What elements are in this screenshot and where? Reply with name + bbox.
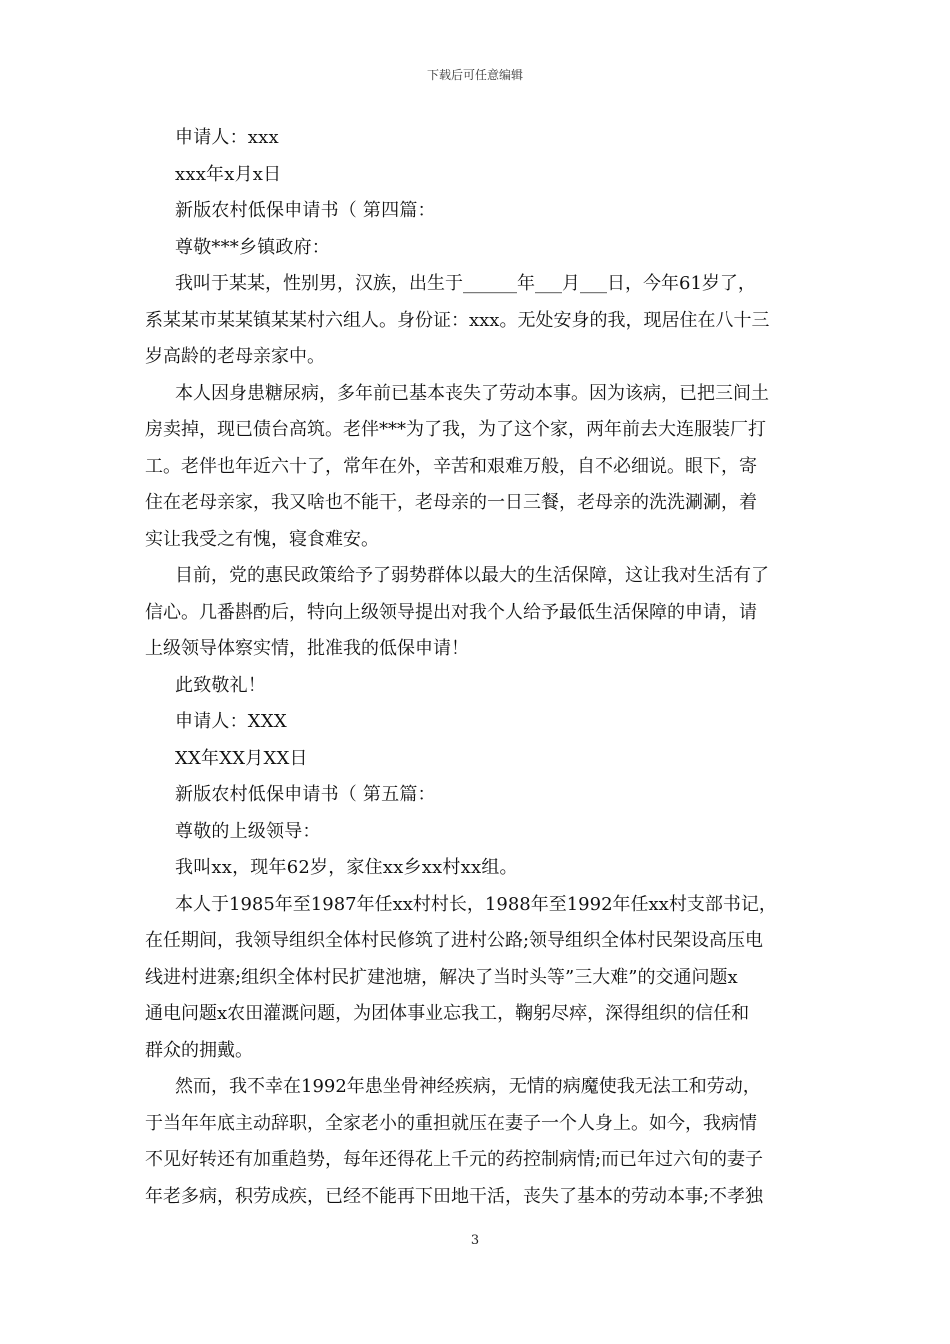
text-row: 信心。几番斟酌后，特向上级领导提出对我个人给予最低生活保障的申请，请 — [145, 601, 757, 623]
salutation-4: 尊敬***乡镇政府： — [175, 236, 330, 258]
text-row: 工。老伴也年近六十了，常年在外，辛苦和艰难万般，自不必细说。眼下，寄 — [145, 455, 757, 477]
closing-line: 此致敬礼！ — [175, 674, 266, 696]
paragraph-4-1 — [145, 266, 810, 376]
paragraph-5-2 — [145, 887, 810, 1070]
paragraph-4-2 — [145, 376, 810, 559]
text-row: 我叫于某某，性别男，汉族，出生于______年___月___日，今年61岁了， — [175, 273, 756, 294]
text-row: 本人因身患糖尿病，多年前已基本丧失了劳动本事。因为该病，已把三间土 — [175, 382, 769, 404]
text-row: 于当年年底主动辞职，全家老小的重担就压在妻子一个人身上。如今，我病情 — [145, 1112, 757, 1134]
text-row: 本人于1985年至1987年任xx村村长，1988年至1992年任xx村支部书记， — [175, 893, 777, 915]
paragraph-5-3 — [145, 1069, 810, 1215]
text-row: 系某某市某某镇某某村六组人。身份证：xxx。无处安身的我，现居住在八十三 — [145, 309, 770, 331]
document-body — [145, 120, 810, 1215]
text-row: 线进村进寨;组织全体村民扩建池塘，解决了当时头等”三大难”的交通问题x — [145, 966, 738, 988]
text-row: 目前，党的惠民政策给予了弱势群体以最大的生活保障，这让我对生活有了 — [175, 565, 769, 586]
paragraph-5-1: 我叫xx，现年62岁，家住xx乡xx村xx组。 — [175, 857, 518, 878]
applicant-line: 申请人：XXX — [175, 711, 287, 732]
section-title-4: 新版农村低保申请书（ 第四篇： — [175, 200, 436, 221]
paragraph-4-3 — [145, 558, 810, 668]
text-row: 群众的拥戴。 — [145, 1039, 253, 1061]
text-row: 住在老母亲家，我又啥也不能干，老母亲的一日三餐，老母亲的洗洗涮涮，着 — [145, 492, 757, 513]
text-row: 通电问题x农田灌溉问题，为团体事业忘我工，鞠躬尽瘁，深得组织的信任和 — [145, 1003, 750, 1024]
date-line: XX年XX月XX日 — [175, 747, 308, 769]
salutation-5: 尊敬的上级领导： — [175, 820, 321, 842]
text-row: 岁高龄的老母亲家中。 — [145, 346, 325, 367]
page-number: 3 — [470, 1233, 480, 1248]
text-row: 实让我受之有愧，寝食难安。 — [145, 528, 379, 550]
applicant-line: 申请人：xxx — [175, 127, 279, 148]
text-row: 在任期间，我领导组织全体村民修筑了进村公路;领导组织全体村民架设高压电 — [145, 930, 764, 951]
text-row: 然而，我不幸在1992年患坐骨神经疾病，无情的病魔使我无法工和劳动， — [175, 1076, 761, 1097]
date-line: xxx年x月x日 — [175, 163, 282, 185]
text-row: 上级领导体察实情，批准我的低保申请！ — [145, 638, 469, 659]
text-row: 年老多病，积劳成疾，已经不能再下田地干活，丧失了基本的劳动本事;不孝独 — [145, 1185, 764, 1207]
text-row: 房卖掉，现已债台高筑。老伴***为了我，为了这个家，两年前去大连服装厂打 — [145, 419, 766, 440]
text-row: 不见好转还有加重趋势，每年还得花上千元的药控制病情;而已年过六旬的妻子 — [145, 1149, 764, 1170]
page-header: 下载后可任意编辑 — [426, 68, 523, 82]
section-title-5: 新版农村低保申请书（ 第五篇： — [175, 784, 436, 805]
